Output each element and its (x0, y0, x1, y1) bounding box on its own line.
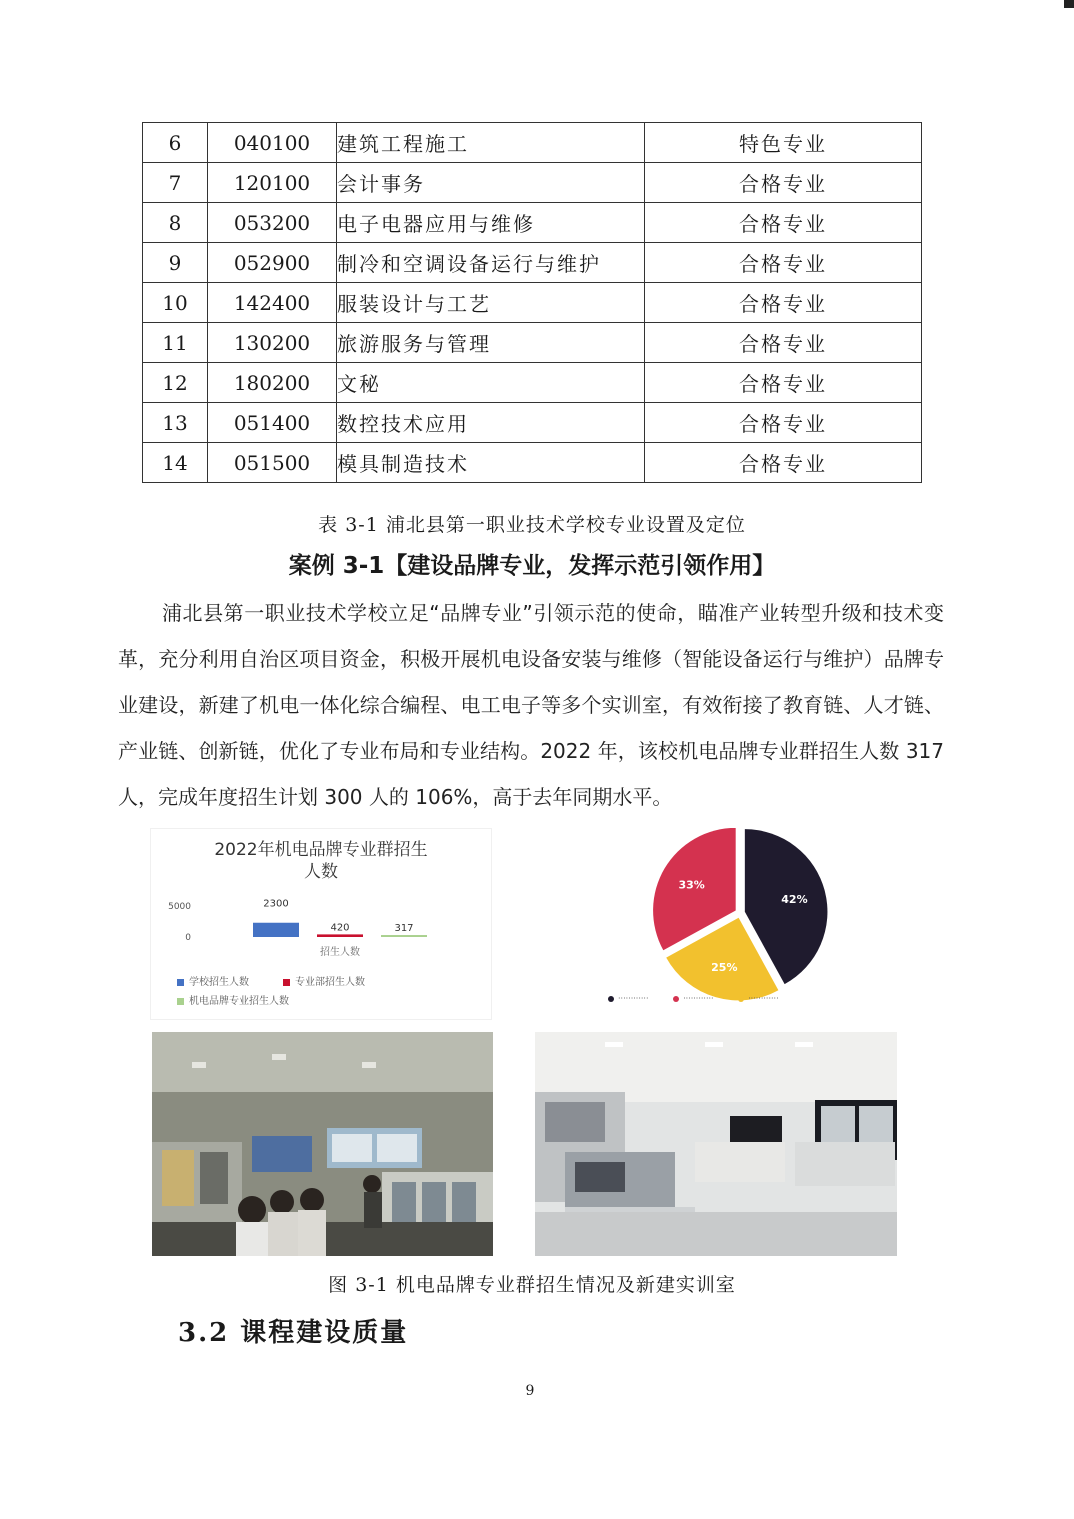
major-level: 合格专业 (645, 323, 922, 363)
table-row (143, 243, 922, 283)
table-row (143, 123, 922, 163)
major-level: 合格专业 (645, 443, 922, 483)
table-row (143, 363, 922, 403)
major-code: 051500 (208, 443, 337, 483)
row-number: 11 (143, 323, 208, 363)
row-number: 8 (143, 203, 208, 243)
pie-legend-item: ············ (673, 994, 714, 1003)
major-code: 052900 (208, 243, 337, 283)
legend-swatch (283, 979, 290, 986)
legend-label: 机电品牌专业招生人数 (189, 996, 289, 1007)
major-level: 合格专业 (645, 243, 922, 283)
pie-chart-legend (608, 994, 898, 1003)
bar-data-label: 420 (330, 922, 350, 934)
legend-item (283, 973, 365, 988)
row-number: 13 (143, 403, 208, 443)
bar-chart-title-line1: 2022年机电品牌专业群招生 (214, 840, 428, 860)
major-code: 051400 (208, 403, 337, 443)
major-code: 180200 (208, 363, 337, 403)
major-name: 建筑工程施工 (337, 123, 645, 163)
row-number: 14 (143, 443, 208, 483)
bar (253, 923, 299, 937)
x-tick-label: 招生人数 (320, 947, 360, 958)
pie-chart-plot (600, 828, 900, 1018)
scan-corner-mark (1064, 0, 1074, 8)
major-level: 合格专业 (645, 403, 922, 443)
legend-swatch (177, 998, 184, 1005)
major-level: 合格专业 (645, 163, 922, 203)
major-name: 电子电器应用与维修 (337, 203, 645, 243)
table-row (143, 443, 922, 483)
legend-label: 学校招生人数 (189, 977, 249, 988)
major-code: 130200 (208, 323, 337, 363)
bar (317, 934, 363, 937)
section-heading: 3.2 课程建设质量 (178, 1318, 409, 1348)
bar (381, 935, 427, 937)
case-body (118, 590, 944, 820)
y-tick-label: 5000 (168, 902, 191, 912)
training-room-photo-students (152, 1032, 493, 1256)
bar-data-label: 2300 (263, 898, 289, 910)
major-code: 053200 (208, 203, 337, 243)
row-number: 6 (143, 123, 208, 163)
training-room-photo-equipment (535, 1032, 897, 1256)
row-number: 10 (143, 283, 208, 323)
major-name: 旅游服务与管理 (337, 323, 645, 363)
table-row (143, 403, 922, 443)
major-level: 合格专业 (645, 203, 922, 243)
major-name: 文秘 (337, 363, 645, 403)
pie-legend-item: ············ (608, 994, 649, 1003)
major-level: 特色专业 (645, 123, 922, 163)
legend-item (177, 973, 249, 988)
case-title: 案例 3-1【建设品牌专业，发挥示范引领作用】 (288, 553, 776, 579)
pie-legend-item: ············ (738, 994, 779, 1003)
majors-table (142, 122, 922, 483)
table-row (143, 323, 922, 363)
pie-slice-label: 42% (781, 893, 808, 907)
pie-slice-label: 33% (678, 878, 705, 892)
table-row (143, 203, 922, 243)
row-number: 12 (143, 363, 208, 403)
major-level: 合格专业 (645, 283, 922, 323)
table-row (143, 163, 922, 203)
major-level: 合格专业 (645, 363, 922, 403)
enrollment-bar-chart (150, 828, 492, 1020)
major-name: 会计事务 (337, 163, 645, 203)
major-name: 数控技术应用 (337, 403, 645, 443)
table-row (143, 283, 922, 323)
bar-chart-legend (177, 973, 477, 1011)
majors-table-body (143, 123, 922, 483)
legend-item (177, 992, 289, 1007)
row-number: 7 (143, 163, 208, 203)
major-name: 模具制造技术 (337, 443, 645, 483)
case-paragraph: 浦北县第一职业技术学校立足“品牌专业”引领示范的使命，瞄准产业转型升级和技术变革，充分利用自治区项目资金，积极开展机电设备安装与维修（智能设备运行与维护）品牌专业建设，新建了机电一体化综合编程、电工电子等多个实训室，有效衔接了教育链、人才链、产业链、创新链，优化了专业布局和专业结构。2022 年，该校机电品牌专业群招生人数 317 人，完成年度招生计划 300 人的 106%，高于去年同期水平。 (118, 601, 944, 809)
pie-chart (600, 828, 900, 1018)
major-code: 120100 (208, 163, 337, 203)
legend-label: 专业部招生人数 (295, 977, 365, 988)
bar-data-label: 317 (394, 923, 414, 935)
major-name: 服装设计与工艺 (337, 283, 645, 323)
legend-swatch (177, 979, 184, 986)
table-caption: 表 3-1 浦北县第一职业技术学校专业设置及定位 (318, 514, 746, 536)
row-number: 9 (143, 243, 208, 283)
major-name: 制冷和空调设备运行与维护 (337, 243, 645, 283)
y-tick-label: 0 (185, 933, 191, 943)
figure-caption: 图 3-1 机电品牌专业群招生情况及新建实训室 (328, 1274, 736, 1296)
pie-slice-label: 25% (711, 960, 738, 974)
bar-chart-title-line2: 人数 (304, 862, 338, 882)
major-code: 040100 (208, 123, 337, 163)
major-code: 142400 (208, 283, 337, 323)
page-number: 9 (525, 1383, 535, 1399)
